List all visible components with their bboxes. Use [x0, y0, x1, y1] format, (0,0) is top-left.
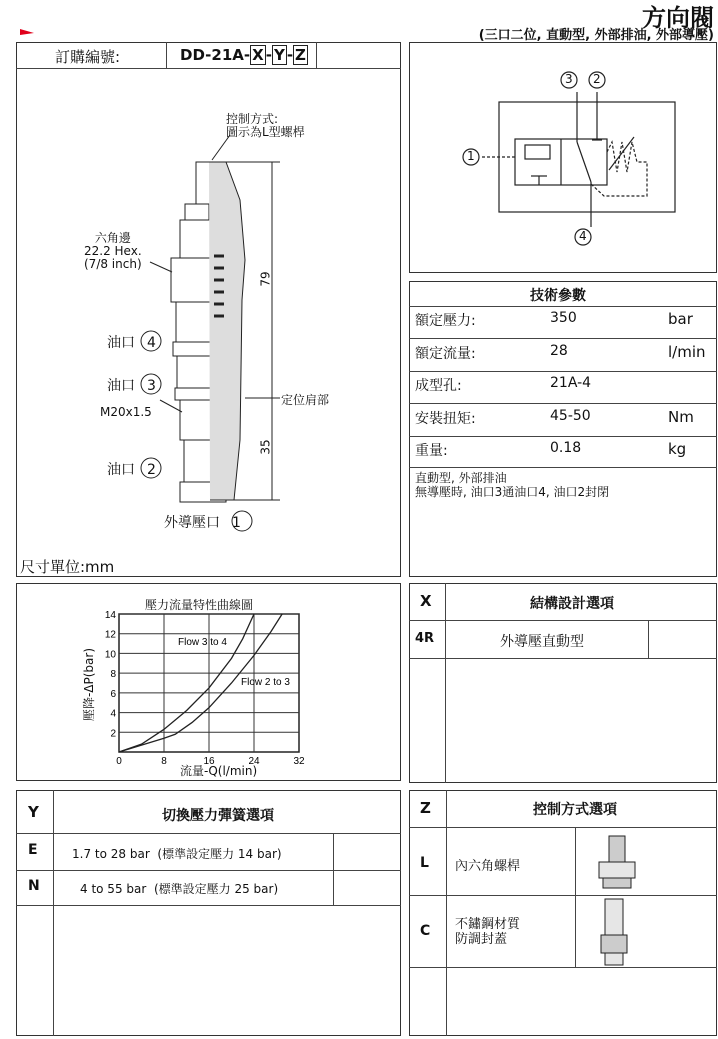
- z-option-desc-2: 防調封蓋: [455, 932, 508, 947]
- z-option-code-c: C: [420, 923, 431, 939]
- order-code-prefix: DD-21A-: [180, 46, 251, 64]
- thread-label: M20x1.5: [100, 405, 152, 419]
- port-number: 1: [232, 515, 241, 531]
- port-number: 3: [147, 378, 156, 394]
- x-tick-label: 24: [248, 756, 260, 767]
- specs-note-2: 無導壓時, 油口3通油口4, 油口2封閉: [415, 485, 610, 499]
- schematic-port-4: 4: [579, 229, 587, 243]
- y-title: 切換壓力彈簧選項: [162, 808, 274, 824]
- chart-title: 壓力流量特性曲線圖: [145, 598, 254, 612]
- schematic-port-2: 2: [593, 72, 601, 86]
- y-options-table: [16, 790, 401, 1036]
- spec-label: 安裝扭矩:: [415, 411, 476, 427]
- port-number: 2: [147, 462, 156, 478]
- port-label: 油口: [107, 462, 135, 478]
- hex-label-2: 22.2 Hex.: [84, 244, 142, 258]
- y-tick-label: 4: [110, 708, 116, 720]
- hex-screw-image: [593, 832, 643, 892]
- hex-label-3: (7/8 inch): [84, 257, 142, 271]
- y-option-n: [80, 880, 278, 897]
- series-line: [119, 614, 254, 752]
- cap-image: [595, 897, 635, 967]
- port-number: 4: [147, 335, 156, 351]
- port-label: 外導壓口: [164, 515, 220, 531]
- x-tick-label: 16: [203, 756, 215, 767]
- y-option-desc: 1.7 to 28 bar: [72, 847, 150, 861]
- hydraulic-symbol: [409, 42, 717, 273]
- spec-value: 28: [550, 343, 568, 359]
- sep: -: [265, 46, 272, 64]
- units-label: 尺寸單位:mm: [20, 558, 115, 576]
- z-title: 控制方式選項: [533, 802, 617, 818]
- spec-label: 重量:: [415, 443, 448, 459]
- spec-value: 0.18: [550, 440, 582, 456]
- series-label: Flow 2 to 3: [241, 677, 290, 688]
- x-code: X: [420, 592, 432, 610]
- spec-value: 21A-4: [550, 375, 592, 391]
- x-options-table: [409, 583, 717, 783]
- chart-xlabel: 流量-Q(l/min): [180, 764, 258, 778]
- x-tick-label: 0: [116, 756, 122, 767]
- order-code-x: X: [252, 46, 264, 64]
- spec-unit: l/min: [668, 343, 706, 361]
- y-option-note: (標準設定壓力 25 bar): [153, 882, 279, 896]
- hex-label-1: 六角邊: [94, 231, 131, 245]
- spec-unit: Nm: [668, 408, 694, 426]
- schematic-port-1: 1: [467, 149, 475, 163]
- dimension-35: 35: [258, 439, 273, 455]
- y-code: Y: [28, 803, 39, 821]
- y-option-desc: 4 to 55 bar: [80, 882, 147, 896]
- x-title: 結構設計選項: [530, 596, 614, 612]
- y-tick-label: 2: [110, 728, 116, 740]
- y-option-code-n: N: [28, 878, 40, 894]
- spec-label: 成型孔:: [415, 378, 462, 394]
- pressure-flow-chart: [0, 0, 400, 790]
- control-label-1: 控制方式:: [226, 112, 279, 126]
- shoulder-label: 定位肩部: [281, 393, 330, 407]
- port-label: 油口: [107, 335, 135, 351]
- port-label: 油口: [107, 378, 135, 394]
- x-option-code: 4R: [415, 631, 435, 646]
- spec-unit: bar: [668, 310, 693, 328]
- order-code-z: Z: [295, 46, 306, 64]
- spec-label: 額定壓力:: [415, 313, 476, 329]
- x-tick-label: 8: [161, 756, 167, 767]
- page-subtitle: (三口二位, 直動型, 外部排油, 外部導壓): [478, 28, 714, 43]
- spec-value: 350: [550, 310, 577, 326]
- y-tick-label: 8: [110, 669, 116, 681]
- y-tick-label: 12: [104, 629, 116, 641]
- sep: -: [286, 46, 294, 64]
- y-tick-label: 6: [110, 688, 116, 700]
- spec-unit: kg: [668, 440, 687, 458]
- dimension-79: 79: [258, 271, 273, 287]
- x-option-desc: 外導壓直動型: [500, 634, 584, 650]
- chart-ylabel: 壓降-ΔP(bar): [82, 647, 97, 722]
- control-label-2: 圖示為L型螺桿: [226, 125, 305, 139]
- schematic-port-3: 3: [565, 72, 573, 86]
- x-tick-label: 32: [293, 756, 305, 767]
- order-code-label: 訂購編號:: [55, 48, 121, 66]
- order-code-y: Y: [273, 46, 285, 64]
- series-label: Flow 3 to 4: [178, 637, 227, 648]
- z-option-code-l: L: [420, 855, 429, 871]
- spec-label: 額定流量:: [415, 346, 476, 362]
- z-option-desc-c: [455, 917, 520, 947]
- y-option-note: (標準設定壓力 14 bar): [157, 847, 282, 861]
- spec-value: 45-50: [550, 408, 591, 424]
- y-tick-label: 14: [104, 610, 116, 621]
- y-option-code-e: E: [28, 842, 38, 858]
- specs-title: 技術參數: [530, 288, 586, 304]
- specs-note-1: 直動型, 外部排油: [415, 471, 507, 485]
- page-title: 方向閥: [642, 4, 714, 32]
- y-tick-label: 10: [104, 649, 116, 661]
- z-option-desc-l: 內六角螺桿: [455, 859, 521, 874]
- y-option-e: [72, 845, 282, 862]
- z-code: Z: [420, 799, 431, 817]
- z-option-desc-1: 不鏽鋼材質: [455, 917, 521, 932]
